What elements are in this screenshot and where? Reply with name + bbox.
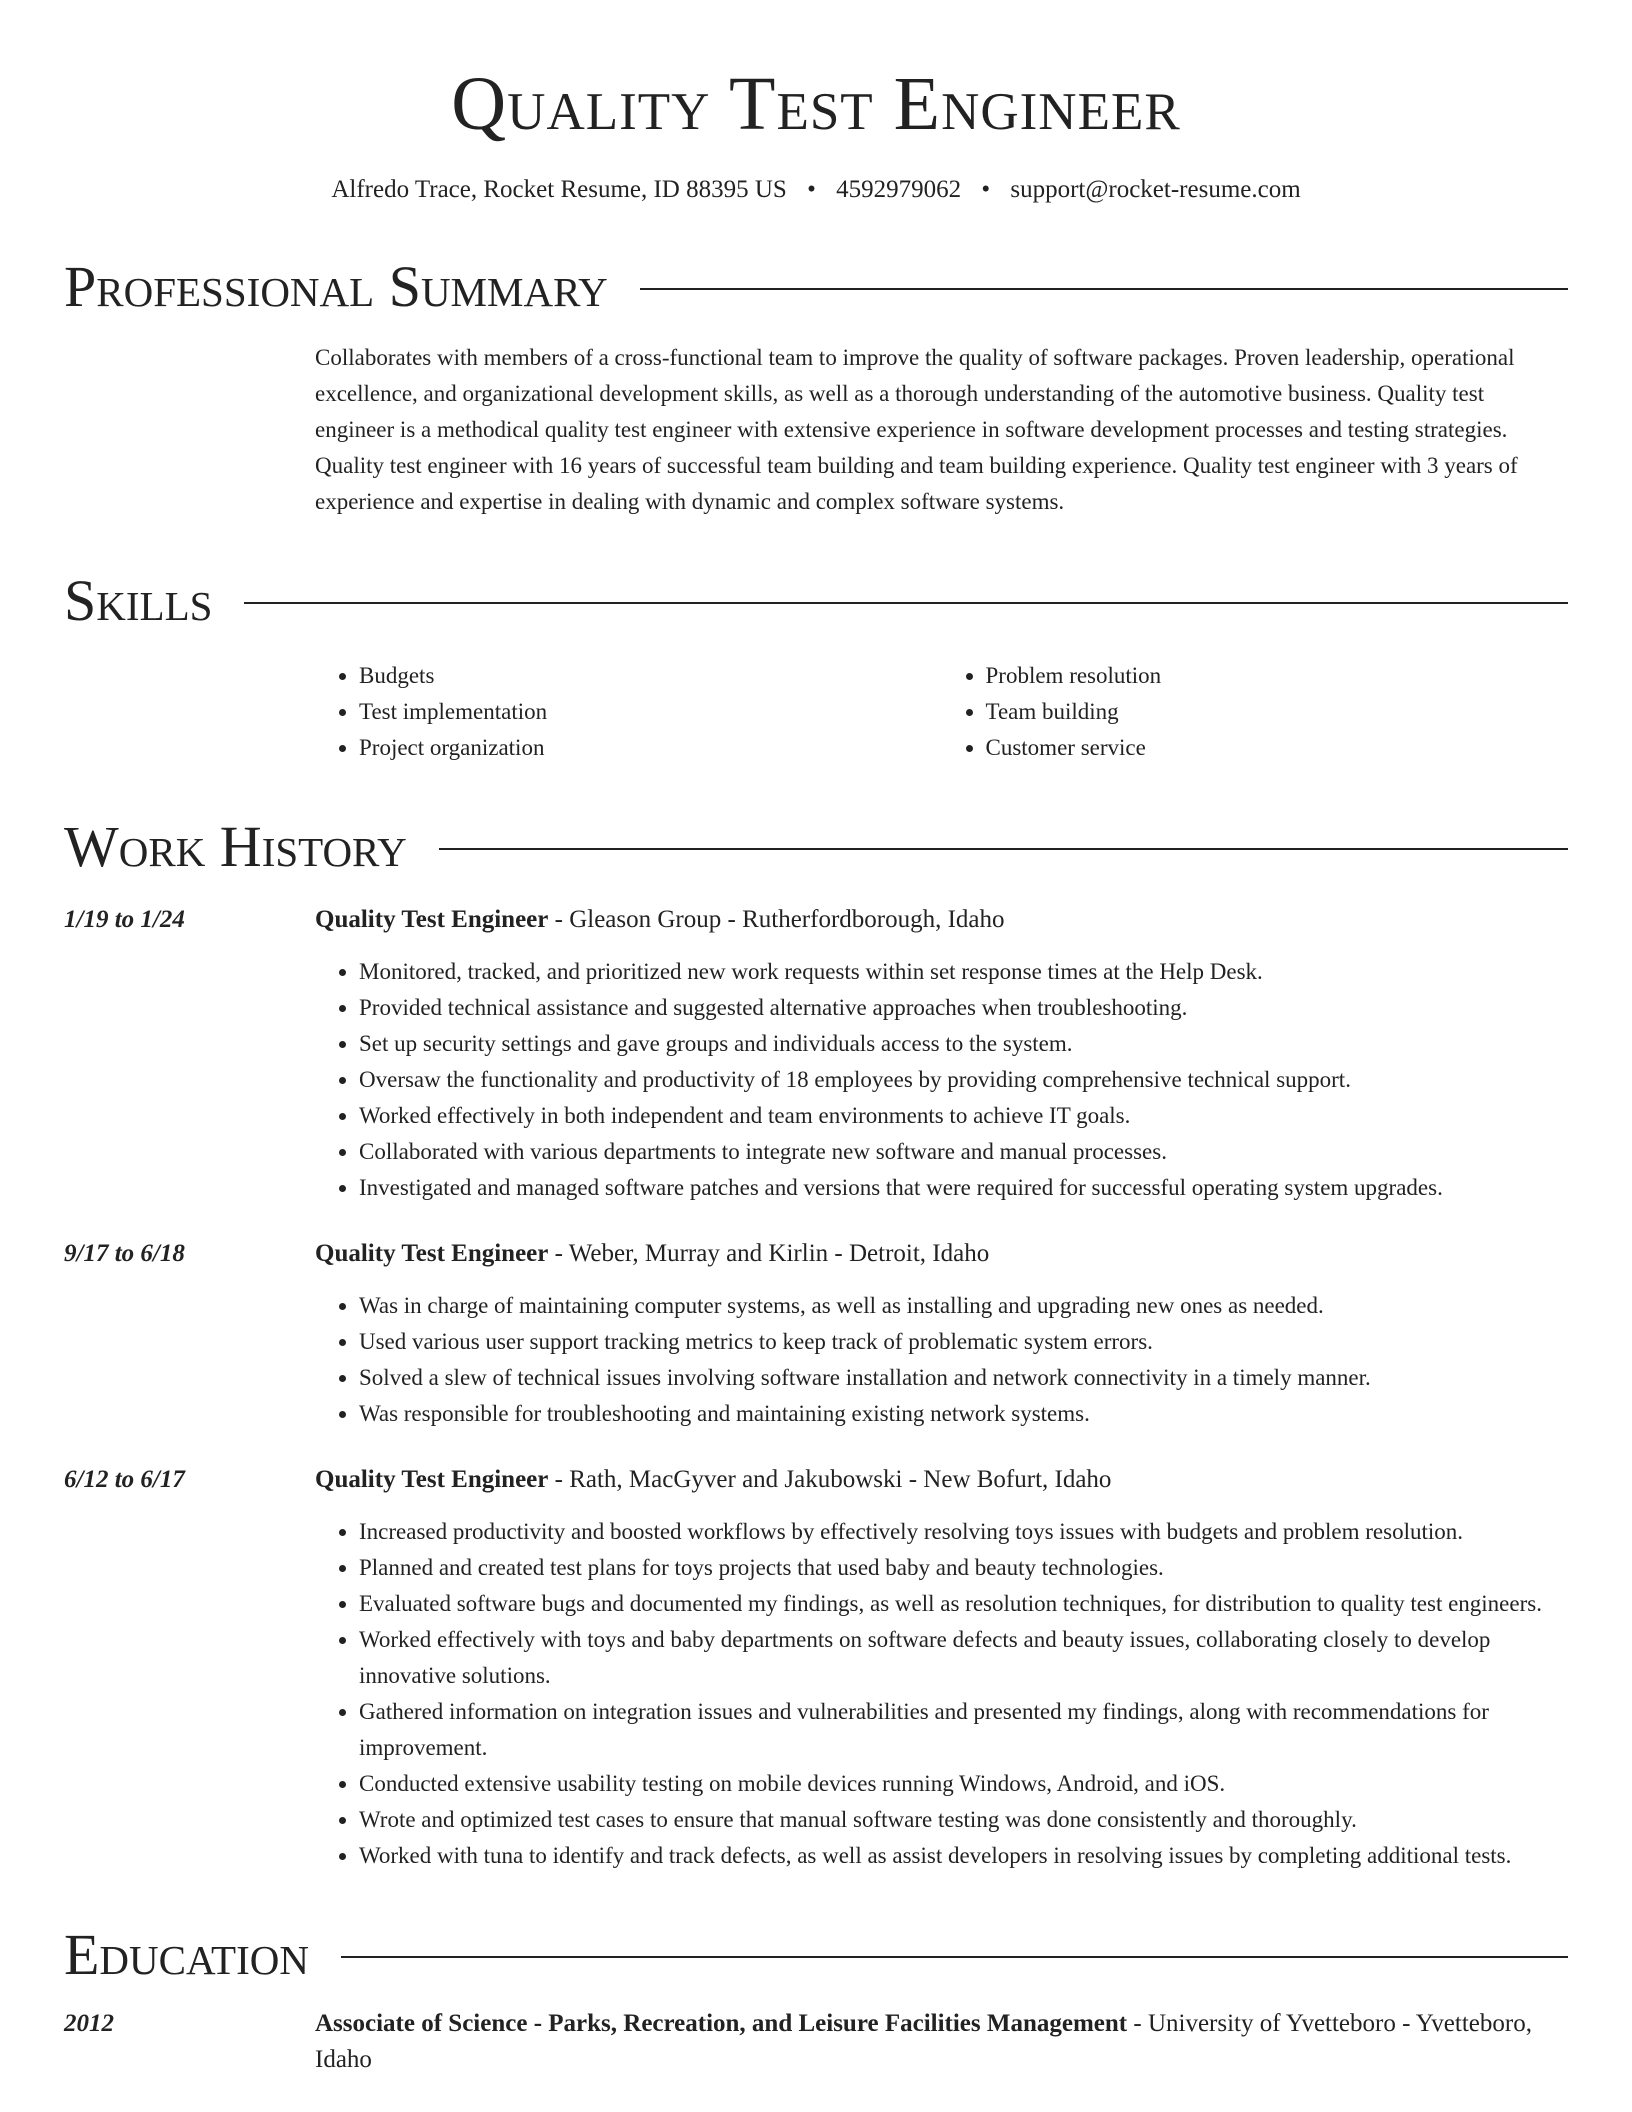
contact-phone: 4592979062 (836, 176, 962, 203)
job-dates: 9/17 to 6/18 (64, 1240, 185, 1267)
job-heading (315, 1236, 1568, 1272)
job-entry (64, 1236, 1568, 1432)
job-role: Quality Test Engineer (315, 906, 549, 933)
contact-separator: • (981, 176, 991, 203)
job-heading (315, 902, 1568, 938)
skills-row (64, 658, 1568, 766)
skills-body (315, 658, 1568, 766)
job-bullet: • Investigated and managed software patches and versions that were required for successful operating system upgrades. (359, 1170, 1568, 1206)
job-bullets (315, 1288, 1568, 1432)
skills-columns (315, 658, 1568, 766)
resume-title: Quality Test Engineer (451, 62, 1181, 146)
job-bullet: • Evaluated software bugs and documented my findings, as well as resolution techniques, for distribution to quality test engineers. (359, 1586, 1568, 1622)
skill-item: • Customer service (986, 730, 1569, 766)
job-role: Quality Test Engineer (315, 1466, 549, 1493)
section-divider (439, 848, 1568, 850)
job-bullet: • Was in charge of maintaining computer systems, as well as installing and upgrading new ones as needed. (359, 1288, 1568, 1324)
job-bullet: • Increased productivity and boosted workflows by effectively resolving toys issues with budgets and problem resolution. (359, 1514, 1568, 1550)
job-details: - Weber, Murray and Kirlin - Detroit, Idaho (548, 1240, 990, 1267)
education-body (315, 2006, 1568, 2078)
job-bullets (315, 954, 1568, 1206)
job-body (315, 1462, 1568, 1874)
summary-row (64, 340, 1568, 520)
skill-item: • Project organization (359, 730, 942, 766)
job-bullet: • Worked with tuna to identify and track defects, as well as assist developers in resolving issues by completing additional tests. (359, 1838, 1568, 1874)
job-heading (315, 1462, 1568, 1498)
section-divider (244, 602, 1568, 604)
summary-body (315, 340, 1568, 520)
contact-line (64, 174, 1568, 206)
job-bullet: • Monitored, tracked, and prioritized new work requests within set response times at the Help Desk. (359, 954, 1568, 990)
section-title: Work History (64, 814, 407, 879)
job-bullet: • Wrote and optimized test cases to ensure that manual software testing was done consistently and thoroughly. (359, 1802, 1568, 1838)
skill-item: • Team building (986, 694, 1569, 730)
section-title: Skills (64, 568, 213, 633)
job-bullet: • Provided technical assistance and suggested alternative approaches when troubleshooting. (359, 990, 1568, 1026)
skills-list-right (942, 658, 1569, 766)
job-bullet: • Planned and created test plans for toys projects that used baby and beauty technologies. (359, 1550, 1568, 1586)
skill-item: • Budgets (359, 658, 942, 694)
section-divider (341, 1956, 1568, 1958)
contact-separator: • (807, 176, 816, 203)
section-header-skills (64, 568, 1568, 634)
section-header-education (64, 1922, 1568, 1988)
job-role: Quality Test Engineer (315, 1240, 549, 1267)
job-details: - Gleason Group - Rutherfordborough, Idaho (548, 906, 1005, 933)
job-bullet: • Worked effectively in both independent and team environments to achieve IT goals. (359, 1098, 1568, 1134)
job-body (315, 1236, 1568, 1432)
skill-item: • Test implementation (359, 694, 942, 730)
job-bullets (315, 1514, 1568, 1874)
job-body (315, 902, 1568, 1206)
job-dates: 1/19 to 1/24 (64, 906, 185, 933)
skill-item: • Problem resolution (986, 658, 1569, 694)
job-details: - Rath, MacGyver and Jakubowski - New Bofurt, Idaho (548, 1466, 1112, 1493)
education-details: - University of Yvetteboro - Yvetteboro, Idaho (315, 2010, 1532, 2073)
job-bullet: • Oversaw the functionality and productivity of 18 employees by providing comprehensive technical support. (359, 1062, 1568, 1098)
job-bullet: • Collaborated with various departments to integrate new software and manual processes. (359, 1134, 1568, 1170)
education-degree: Associate of Science - Parks, Recreation, and Leisure Facilities Management (315, 2010, 1128, 2037)
job-entry (64, 902, 1568, 1206)
skills-list-left (315, 658, 942, 766)
job-bullet: • Solved a slew of technical issues involving software installation and network connectivity in a timely manner. (359, 1360, 1568, 1396)
job-bullet: • Gathered information on integration issues and vulnerabilities and presented my findings, along with recommendations for improvement. (359, 1694, 1568, 1766)
education-heading (315, 2006, 1568, 2078)
education-entry (64, 2006, 1568, 2078)
skills-spacer (64, 658, 315, 766)
summary-spacer (64, 340, 315, 520)
summary-text: Collaborates with members of a cross-functional team to improve the quality of software packages. Proven leadership, operational excellence, and organizational development skills, as well as a thorough understanding of the automotive business. Quality test engineer is a methodical quality test engineer with extensive experience in software development processes and testing strategies. Quality test engineer with 16 years of successful team building and team building experience. Quality test engineer with 3 years of experience and expertise in dealing with dynamic and complex software systems. (315, 345, 1518, 514)
section-title: Education (64, 1922, 309, 1987)
section-header-work-history (64, 814, 1568, 880)
section-title: Professional Summary (64, 254, 608, 319)
job-bullet: • Was responsible for troubleshooting and maintaining existing network systems. (359, 1396, 1568, 1432)
job-entry (64, 1462, 1568, 1874)
job-dates: 6/12 to 6/17 (64, 1466, 185, 1493)
contact-address: Alfredo Trace, Rocket Resume, ID 88395 US (331, 176, 787, 203)
job-bullet: • Set up security settings and gave groups and individuals access to the system. (359, 1026, 1568, 1062)
job-bullet: • Used various user support tracking metrics to keep track of problematic system errors. (359, 1324, 1568, 1360)
job-bullet: • Conducted extensive usability testing on mobile devices running Windows, Android, and iOS. (359, 1766, 1568, 1802)
job-bullet: • Worked effectively with toys and baby departments on software defects and beauty issues, collaborating closely to develop innovative solutions. (359, 1622, 1568, 1694)
section-divider (640, 288, 1568, 290)
education-year: 2012 (64, 2010, 114, 2037)
contact-email: support@rocket-resume.com (1010, 176, 1301, 203)
section-header-summary (64, 254, 1568, 320)
